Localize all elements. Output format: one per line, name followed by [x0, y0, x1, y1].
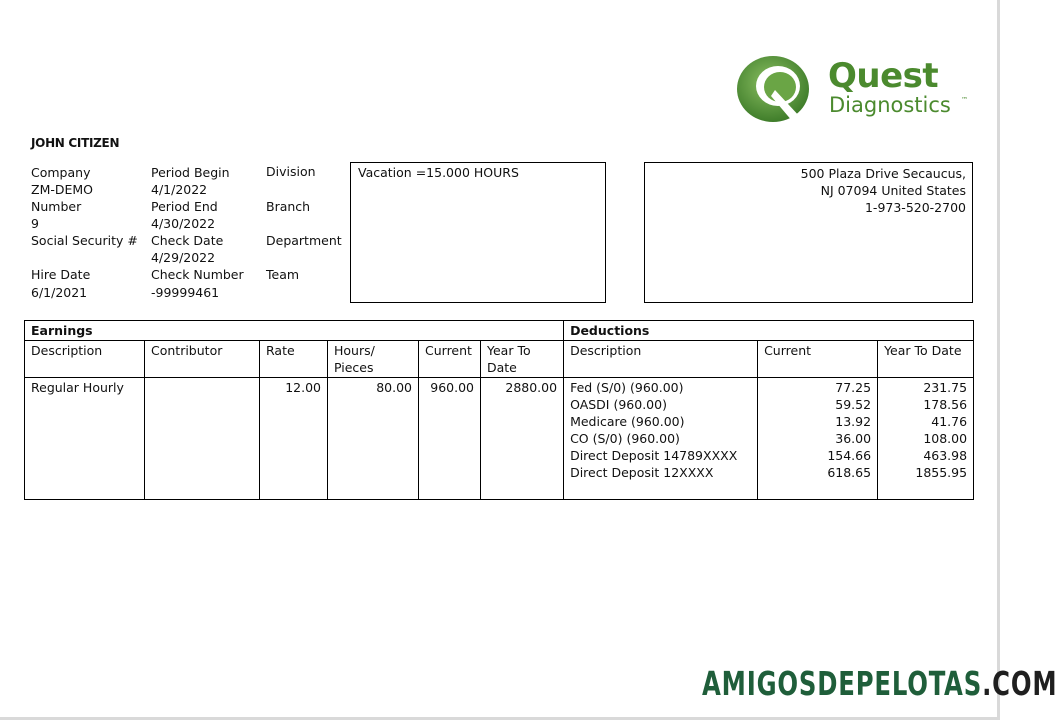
earning-description: Regular Hourly: [25, 378, 145, 500]
deductions-col-description: Description: [564, 341, 758, 378]
period-end-label: Period End: [151, 199, 218, 214]
ssn-label: Social Security #: [31, 233, 138, 248]
table-row: [25, 378, 974, 500]
deductions-title: Deductions: [564, 321, 974, 341]
company-label: Company: [31, 165, 91, 180]
deduction-current: 36.00: [835, 431, 872, 446]
section-header-row: [25, 321, 974, 341]
deduction-description: Fed (S/0) (960.00): [570, 380, 684, 395]
company-address-box: [644, 162, 973, 303]
watermark-suffix: .COM: [982, 664, 1057, 703]
earning-contributor: [145, 378, 260, 500]
period-begin-label: Period Begin: [151, 165, 230, 180]
address-phone: 1-973-520-2700: [864, 200, 966, 215]
deduction-current: 13.92: [835, 414, 872, 429]
period-end-value: 4/30/2022: [151, 216, 216, 231]
earnings-title: Earnings: [25, 321, 564, 341]
vacation-text: Vacation =15.000 HOURS: [358, 165, 519, 180]
earning-hours: 80.00: [328, 378, 419, 500]
deduction-description: CO (S/0) (960.00): [570, 431, 680, 446]
earning-ytd: 2880.00: [481, 378, 564, 500]
deduction-description: Direct Deposit 12XXXX: [570, 465, 714, 480]
period-begin-value: 4/1/2022: [151, 182, 208, 197]
earnings-deductions-table: [24, 320, 974, 500]
check-date-value: 4/29/2022: [151, 250, 216, 265]
employee-name: JOHN CITIZEN: [31, 136, 120, 150]
hire-date-label: Hire Date: [31, 267, 91, 282]
deduction-ytd: 463.98: [923, 448, 968, 463]
earnings-col-current: Current: [419, 341, 481, 378]
earnings-col-hours: [328, 341, 419, 378]
deduction-ytd: 1855.95: [915, 465, 968, 480]
deduction-description: OASDI (960.00): [570, 397, 667, 412]
logo-text-quest: Quest: [828, 56, 939, 96]
deduction-currents: [758, 378, 878, 500]
earnings-col-rate: Rate: [260, 341, 328, 378]
company-value: ZM-DEMO: [31, 182, 94, 197]
deduction-ytd: 108.00: [923, 431, 968, 446]
hours-header-line1: Hours/: [334, 343, 375, 358]
deduction-description: Direct Deposit 14789XXXX: [570, 448, 738, 463]
deductions-col-current: Current: [758, 341, 878, 378]
hours-header-line2: Pieces: [334, 360, 374, 375]
deduction-ytd: 231.75: [923, 380, 968, 395]
branch-label: Branch: [266, 199, 311, 214]
address-line-2: NJ 07094 United States: [820, 183, 966, 198]
deduction-description: Medicare (960.00): [570, 414, 685, 429]
check-number-value: -99999461: [151, 285, 220, 300]
address-line-1: 500 Plaza Drive Secaucus,: [800, 166, 966, 181]
earnings-col-ytd: [481, 341, 564, 378]
column-header-row: [25, 341, 974, 378]
earning-current: 960.00: [419, 378, 481, 500]
earnings-col-description: Description: [25, 341, 145, 378]
site-watermark: [702, 664, 1057, 703]
vacation-box: [350, 162, 606, 303]
deduction-current: 618.65: [827, 465, 872, 480]
deduction-current: 59.52: [835, 397, 872, 412]
department-label: Department: [266, 233, 342, 248]
check-date-label: Check Date: [151, 233, 224, 248]
hire-date-value: 6/1/2021: [31, 285, 88, 300]
number-label: Number: [31, 199, 82, 214]
deduction-ytd: 41.76: [931, 414, 968, 429]
deduction-ytd: 178.56: [923, 397, 968, 412]
team-label: Team: [266, 267, 300, 282]
watermark-main: AMIGOSDEPELOTAS: [702, 664, 983, 703]
ytd-header-line1: Year To: [487, 343, 531, 358]
logo-text-diagnostics: Diagnostics: [829, 93, 951, 117]
ytd-header-line2: Date: [487, 360, 517, 375]
deduction-descriptions: [564, 378, 758, 500]
division-label: Division: [266, 164, 316, 179]
earning-rate: 12.00: [260, 378, 328, 500]
earnings-col-contributor: Contributor: [145, 341, 260, 378]
page-edge-right: [997, 0, 1000, 720]
logo-trademark: ™: [961, 96, 968, 104]
deduction-ytds: [878, 378, 974, 500]
deductions-col-ytd: Year To Date: [878, 341, 974, 378]
check-number-label: Check Number: [151, 267, 244, 282]
number-value: 9: [31, 216, 39, 231]
deduction-current: 77.25: [835, 380, 872, 395]
deduction-current: 154.66: [827, 448, 872, 463]
